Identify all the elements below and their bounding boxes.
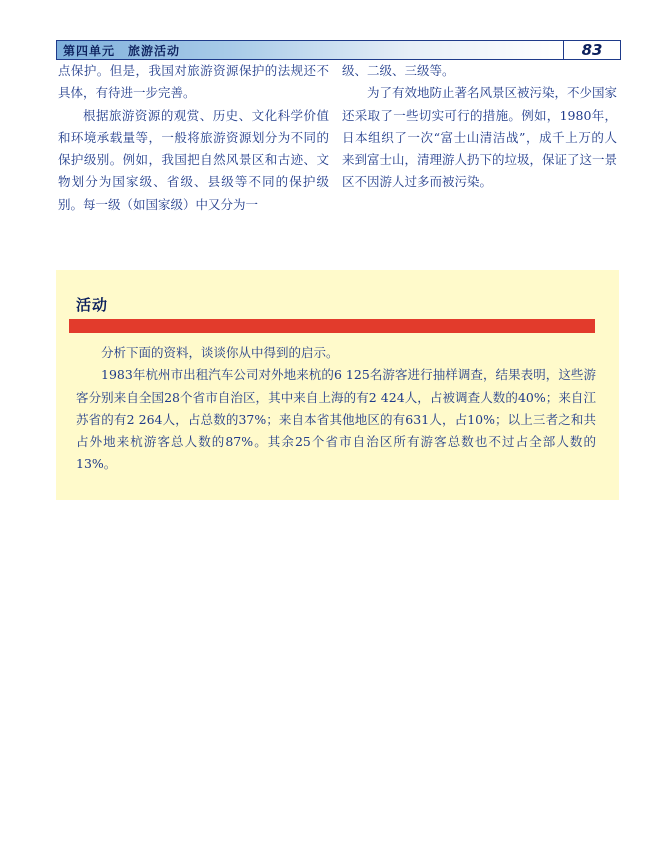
activity-body: 1983年杭州市出租汽车公司对外地来杭的6 125名游客进行抽样调查，结果表明，这些游客分别来自全国28个省市自治区，其中来自上海的有2 424人，占被调查人数的40%；来自江苏省的有2 264人，占总数的37%；来自本省其他地区的有631人，占10%；以上三者之和共占外地来杭游客总人数的87%。其余25个省市自治区所有游客总数也不过占全部人数的13%。 (76, 367, 596, 472)
activity-title: 活动 (76, 296, 109, 314)
activity-title-bar (69, 319, 595, 333)
page-number: 83 (563, 41, 620, 59)
left-paragraph-1: 点保护。但是，我国对旅游资源保护的法规还不具体，有待进一步完善。 (58, 63, 329, 101)
left-paragraph-2: 根据旅游资源的观赏、历史、文化科学价值和环境承载量等，一般将旅游资源划分为不同的保护级别。例如，我国把自然风景区和古迹、文物划分为国家级、省级、县级等不同的保护级别。每一级（如国家级）中又分为一 (58, 107, 329, 212)
activity-box (56, 270, 619, 500)
right-column (342, 60, 617, 194)
activity-content (76, 342, 596, 476)
right-paragraph-1: 级、二级、三级等。 (342, 63, 455, 78)
unit-title-bar (57, 41, 563, 59)
left-column (58, 60, 329, 216)
right-paragraph-2: 为了有效地防止著名风景区被污染，不少国家还采取了一些切实可行的措施。例如，1980年，日本组织了一次“富士山清洁战”，成千上万的人来到富士山，清理游人扔下的垃圾，保证了这一景区不因游人过多而被污染。 (342, 85, 618, 190)
unit-title: 第四单元 旅游活动 (63, 43, 181, 58)
activity-prompt: 分析下面的资料，谈谈你从中得到的启示。 (101, 345, 339, 360)
page-header (56, 40, 621, 60)
